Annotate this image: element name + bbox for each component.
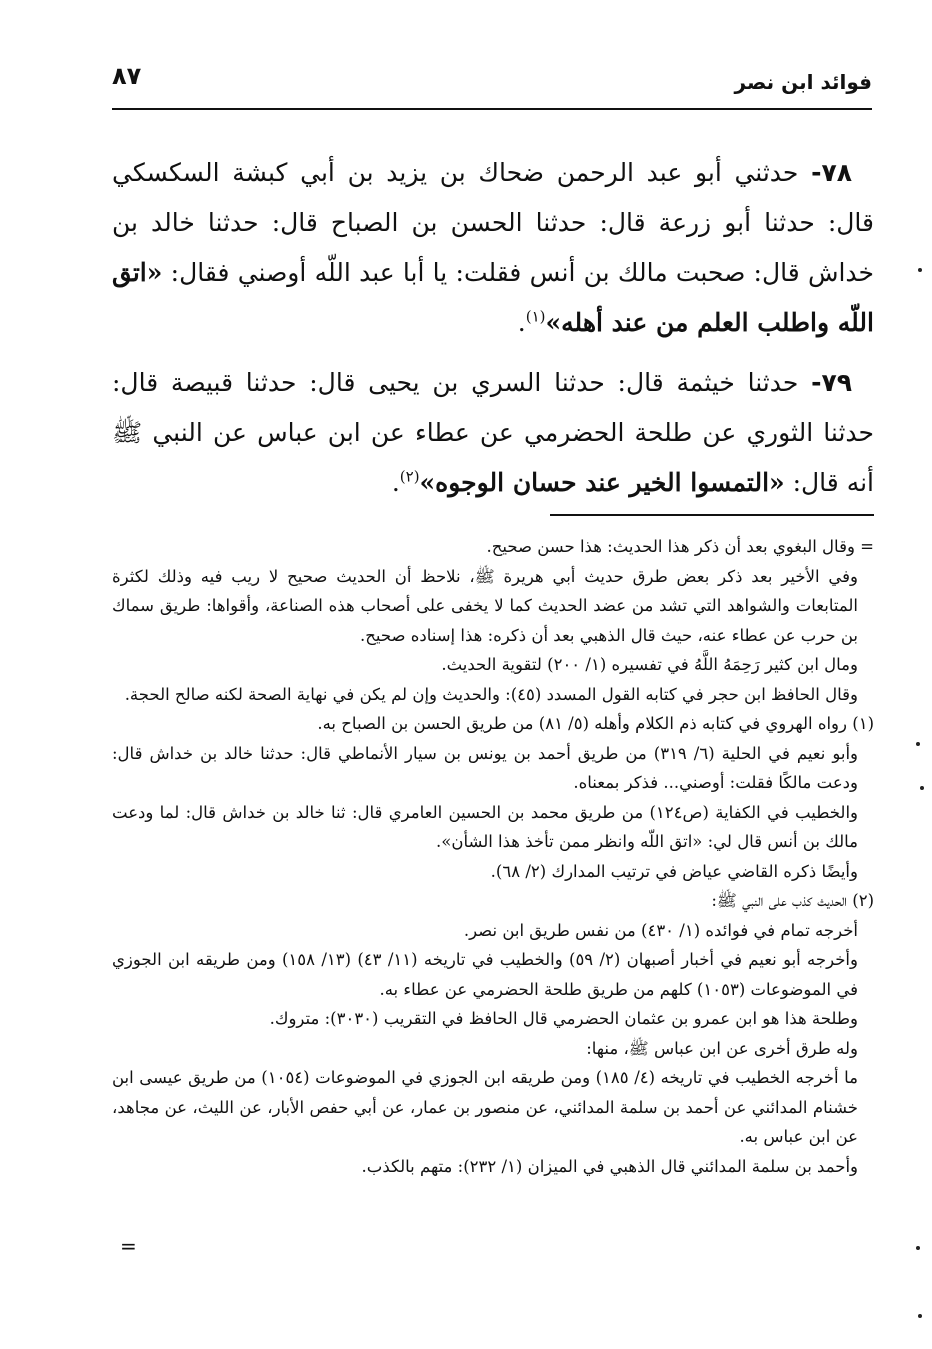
footnote-ref: (١) bbox=[525, 307, 546, 326]
continuation-mark: = bbox=[120, 1234, 137, 1258]
hadith-79 bbox=[112, 358, 874, 508]
margin-dot bbox=[920, 786, 924, 790]
footnote-continuation-line: = وقال البغوي بعد أن ذكر هذا الحديث: هذا حسن صحيح. bbox=[486, 537, 874, 556]
footnote-2-line: وأخرجه أبو نعيم في أخبار أصبهان (٢/ ٥٩) والخطيب في تاريخه (١١/ ٤٣) (١٣/ ١٥٨) ومن طريقه ابن الجوزي في الموضوعات (١٠٥٣) كلهم من طريق طلحة الحضرمي عن عطاء به. bbox=[112, 950, 858, 999]
hadith-number: ٧٩- bbox=[811, 368, 853, 397]
sentence-end: . bbox=[391, 468, 400, 497]
footnote-2-line: أخرجه تمام في فوائده (١/ ٤٣٠) من نفس طريق ابن نصر. bbox=[463, 920, 858, 940]
hadith-text: حدثني أبو عبد الرحمن ضحاك بن يزيد بن أبي كبشة السكسكي قال: حدثنا أبو زرعة قال: حدثنا الحسن بن الصباح قال: حدثنا خالد بن خداش قال: صحبت مالك بن أنس فقلت: يا أبا عبد اللّه أوصني فقال: bbox=[112, 158, 874, 287]
footnote-continuation-line: ومال ابن كثير رَحِمَهُ اللَّهُ في تفسيره (١/ ٢٠٠) لتقوية الحديث. bbox=[441, 655, 858, 674]
main-text bbox=[112, 148, 874, 518]
margin-dot bbox=[918, 1314, 922, 1318]
running-title: فوائد ابن نصر bbox=[734, 70, 872, 94]
footnote-1-head: (١) رواه الهروي في كتابه ذم الكلام وأهله (٥/ ٨١) من طريق الحسن بن الصباح به. bbox=[317, 714, 874, 733]
hadith-quote: «التمسوا الخير عند حسان الوجوه» bbox=[419, 468, 785, 497]
footnote-2-line: وله طرق أخرى عن ابن عباس ﷺ، منها: bbox=[586, 1038, 858, 1058]
hadith-quote: «اتق اللّه واطلب العلم من عند أهله» bbox=[112, 258, 874, 337]
margin-dot bbox=[918, 268, 922, 272]
hadith-number: ٧٨- bbox=[811, 158, 852, 187]
margin-dot bbox=[916, 1246, 920, 1250]
hadith-78 bbox=[112, 148, 874, 348]
page-header bbox=[112, 56, 872, 110]
footnote-2-head: (٢) الحديث كذب على النبي ﷺ: bbox=[711, 891, 874, 910]
sentence-end: . bbox=[517, 308, 526, 337]
footnote-1-line: وأبو نعيم في الحلية (٦/ ٣١٩) من طريق أحمد بن يونس بن سيار الأنماطي قال: حدثنا خالد بن خداش قال: ودعت مالكًا فقلت: أوصني... فذكر بمعناه. bbox=[112, 743, 859, 792]
footnote-continuation-line: وفي الأخير بعد ذكر بعض طرق حديث أبي هريرة ﷺ، نلاحظ أن الحديث صحيح لا ريب فيه وذلك لكثرة المتابعات والشواهد التي تشد من عضد الحديث كما لا يخفى على أصحاب هذه الصناعة، وأقواها: طريق سماك بن حرب عن عطاء عنه، حيث قال الذهبي بعد أن ذكره: هذا إسناده صحيح. bbox=[112, 566, 858, 645]
margin-dot bbox=[916, 742, 920, 746]
footnote-2-line: وطلحة هذا هو ابن عمرو بن عثمان الحضرمي قال الحافظ في التقريب (٣٠٣٠): متروك. bbox=[269, 1009, 858, 1028]
footnote-1-line: والخطيب في الكفاية (ص١٢٤) من طريق محمد بن الحسين العامري قال: ثنا خالد بن خداش قال: لما ودعت مالك بن أنس قال لي: «اتق اللّه وانظر ممن تأخذ هذا الشأن». bbox=[112, 802, 858, 851]
footnote-1-line: وأيضًا ذكره القاضي عياض في ترتيب المدارك (٢/ ٦٨). bbox=[490, 861, 858, 881]
footnote-continuation-line: وقال الحافظ ابن حجر في كتابه القول المسدد (٤٥): والحديث وإن لم يكن في نهاية الصحة لكنه صالح الحجة. bbox=[124, 684, 858, 704]
footnotes bbox=[112, 532, 874, 1181]
hadith-text: حدثنا خيثمة قال: حدثنا السري بن يحيى قال: حدثنا قبيصة قال: حدثنا الثوري عن طلحة الحضرمي عن عطاء عن ابن عباس عن النبي ﷺ أنه قال: bbox=[112, 368, 874, 497]
footnote-2-line: ما أخرجه الخطيب في تاريخه (٤/ ١٨٥) ومن طريقه ابن الجوزي في الموضوعات (١٠٥٤) من طريق عيسى ابن خشنام المدائني عن أحمد بن سلمة المدائني، عن منصور بن عمار، عن أبي حفص الأبار، عن الليث، عن مجاهد، عن ابن عباس به. bbox=[112, 1068, 858, 1146]
footnote-divider bbox=[550, 514, 874, 516]
footnote-2-line: وأحمد بن سلمة المدائني قال الذهبي في الميزان (١/ ٢٣٢): متهم بالكذب. bbox=[361, 1156, 858, 1176]
page-number: ٨٧ bbox=[112, 62, 142, 90]
footnote-ref: (٢) bbox=[399, 467, 420, 486]
